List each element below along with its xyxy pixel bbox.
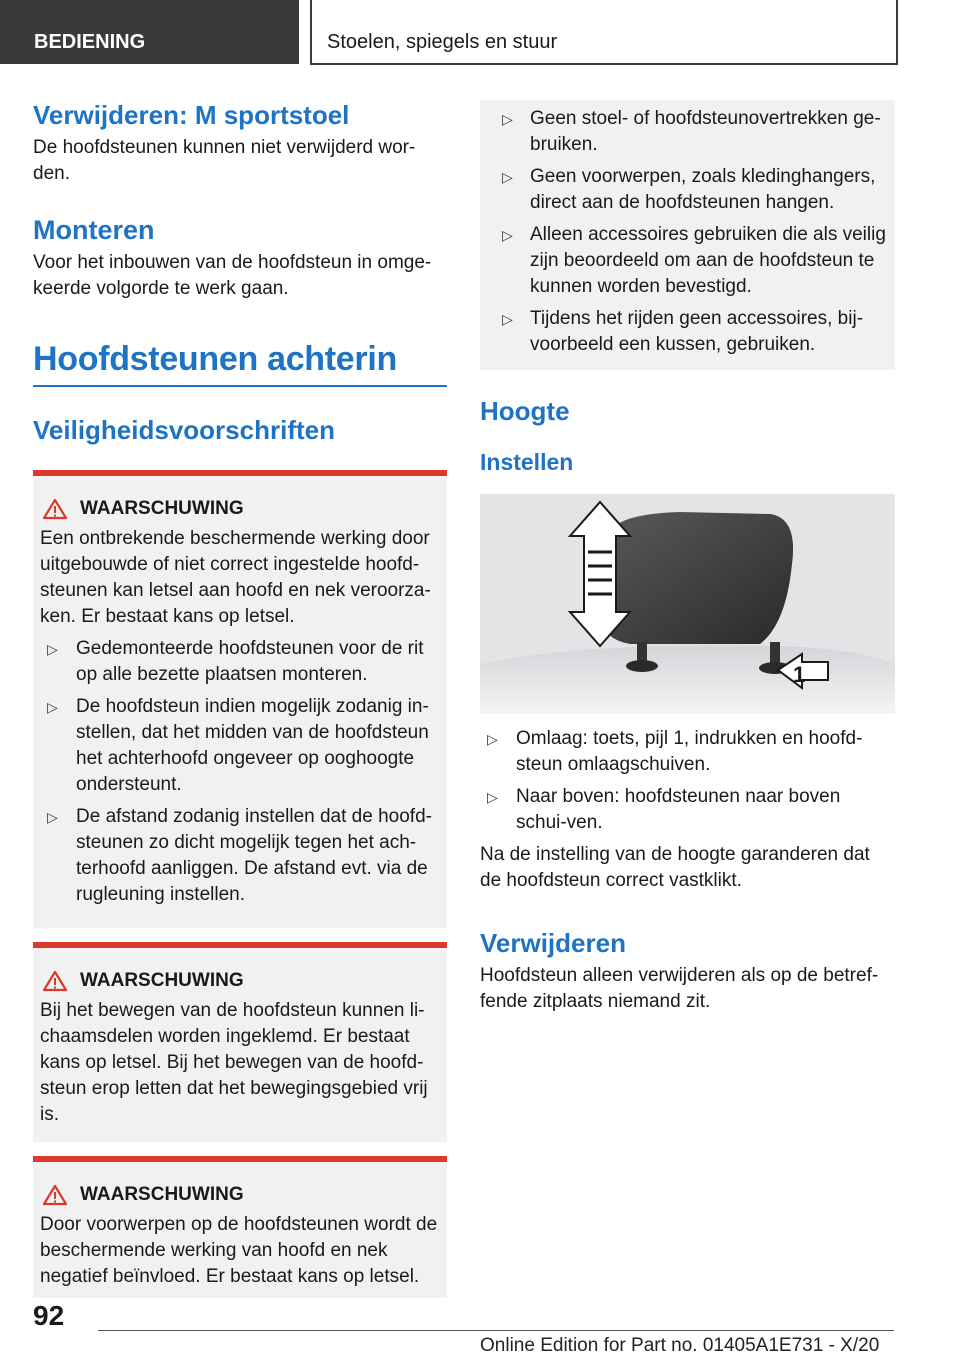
triangle-bullet-icon: ▷ [502,169,513,185]
chapter-title: Stoelen, spiegels en stuur [327,31,558,53]
arrow-label: 1 [793,662,806,687]
paragraph-remove-rear: Hoofdsteun alleen verwijderen als op de betref-fende zitplaats niemand zit. [480,965,879,1012]
warning-triangle-icon [42,970,68,992]
heading-adjust: Instellen [480,449,574,475]
footer-divider [98,1330,894,1331]
triangle-bullet-icon: ▷ [47,809,58,825]
warning-triangle-icon [42,1184,68,1206]
warning-title: WAARSCHUWING [80,1184,244,1205]
list-item: ▷ Geen stoel- of hoofdsteunovertrekken ge-bruiken. [502,108,881,155]
warning-title: WAARSCHUWING [80,498,244,519]
list-item: ▷ Naar boven: hoofdsteunen naar boven schui-ven. [487,786,841,833]
list-item: ▷ Geen voorwerpen, zoals kledinghangers, direct aan de hoofdsteunen hangen. [502,166,876,213]
right-column [480,100,895,1015]
warning-box-1 [33,470,447,928]
warning-box-3 [33,1156,447,1298]
triangle-bullet-icon: ▷ [487,731,498,747]
chapter-heading-block [33,340,447,387]
warning-title: WAARSCHUWING [80,970,244,991]
heading-height: Hoogte [480,396,570,426]
heading-remove-m-sport: Verwijderen: M sportstoel [33,100,350,130]
warning-text: Door voorwerpen op de hoofdsteunen wordt de beschermende werking van hoofd en nek negatief beïnvloed. Er bestaat kans op letsel. [40,1214,438,1287]
triangle-bullet-icon: ▷ [502,111,513,127]
list-item: ▷ Omlaag: toets, pijl 1, indrukken en hoofd-steun omlaagschuiven. [487,728,863,775]
page-number: 92 [33,1300,65,1331]
chapter-tab [310,0,898,65]
warning-triangle-icon [42,498,68,520]
paragraph-remove: De hoofdsteunen kunnen niet verwijderd wor-den. [33,137,416,184]
warning-text: Bij het bewegen van de hoofdsteun kunnen li-chaamsdelen worden ingeklemd. Er bestaat kans op letsel. Bij het bewegen van de hoofd-steun erop letten dat het bewegingsgebied vrij is. [40,1000,428,1125]
list-item: ▷ Gedemonteerde hoofdsteunen voor de rit op alle bezette plaatsen monteren. [47,638,424,685]
heading-mount: Monteren [33,215,155,245]
paragraph-after-adjust: Na de instelling van de hoogte garanderen dat de hoofdsteun correct vastklikt. [480,844,870,891]
triangle-bullet-icon: ▷ [502,311,513,327]
section-tab [0,0,299,64]
left-column [33,100,447,1298]
triangle-bullet-icon: ▷ [487,789,498,805]
warning-box-2 [33,942,447,1142]
list-item: ▷ De hoofdsteun indien mogelijk zodanig in-stellen, dat het midden van de hoofdsteun het achterhoofd ongeveer op ooghoogte ondersteunt. [47,696,429,795]
list-item: ▷ De afstand zodanig instellen dat de hoofd-steunen zo dicht mogelijk tegen het ach-terhoofd aanliggen. De afstand evt. via de rugleuning instellen. [47,806,432,905]
headrest-image [480,494,895,714]
paragraph-mount: Voor het inbouwen van de hoofdsteun in omge-keerde volgorde te werk gaan. [33,252,432,299]
warning-text: Een ontbrekende beschermende werking door uitgebouwde of niet correct ingestelde hoofd-steunen kan letsel aan hoofd en nek veroorza-ken. Er bestaat kans op letsel. [40,528,431,627]
list-item: ▷ Alleen accessoires gebruiken die als veilig zijn beoordeeld om aan de hoofdsteun te kunnen worden bevestigd. [502,224,886,297]
adjust-list [480,726,895,836]
warning-continuation [480,100,895,370]
footer-edition: Online Edition for Part no. 01405A1E731 - X/20 [480,1335,880,1356]
triangle-bullet-icon: ▷ [47,641,58,657]
warning-list [40,636,440,908]
heading-remove: Verwijderen [480,928,626,958]
heading-safety: Veiligheidsvoorschriften [33,415,335,445]
triangle-bullet-icon: ▷ [502,227,513,243]
headrest-illustration [480,494,895,714]
list-item: ▷ Tijdens het rijden geen accessoires, bij-voorbeeld een kussen, gebruiken. [502,308,864,355]
triangle-bullet-icon: ▷ [47,699,58,715]
heading-rear-headrests: Hoofdsteunen achterin [33,340,397,378]
section-title: BEDIENING [34,31,146,53]
